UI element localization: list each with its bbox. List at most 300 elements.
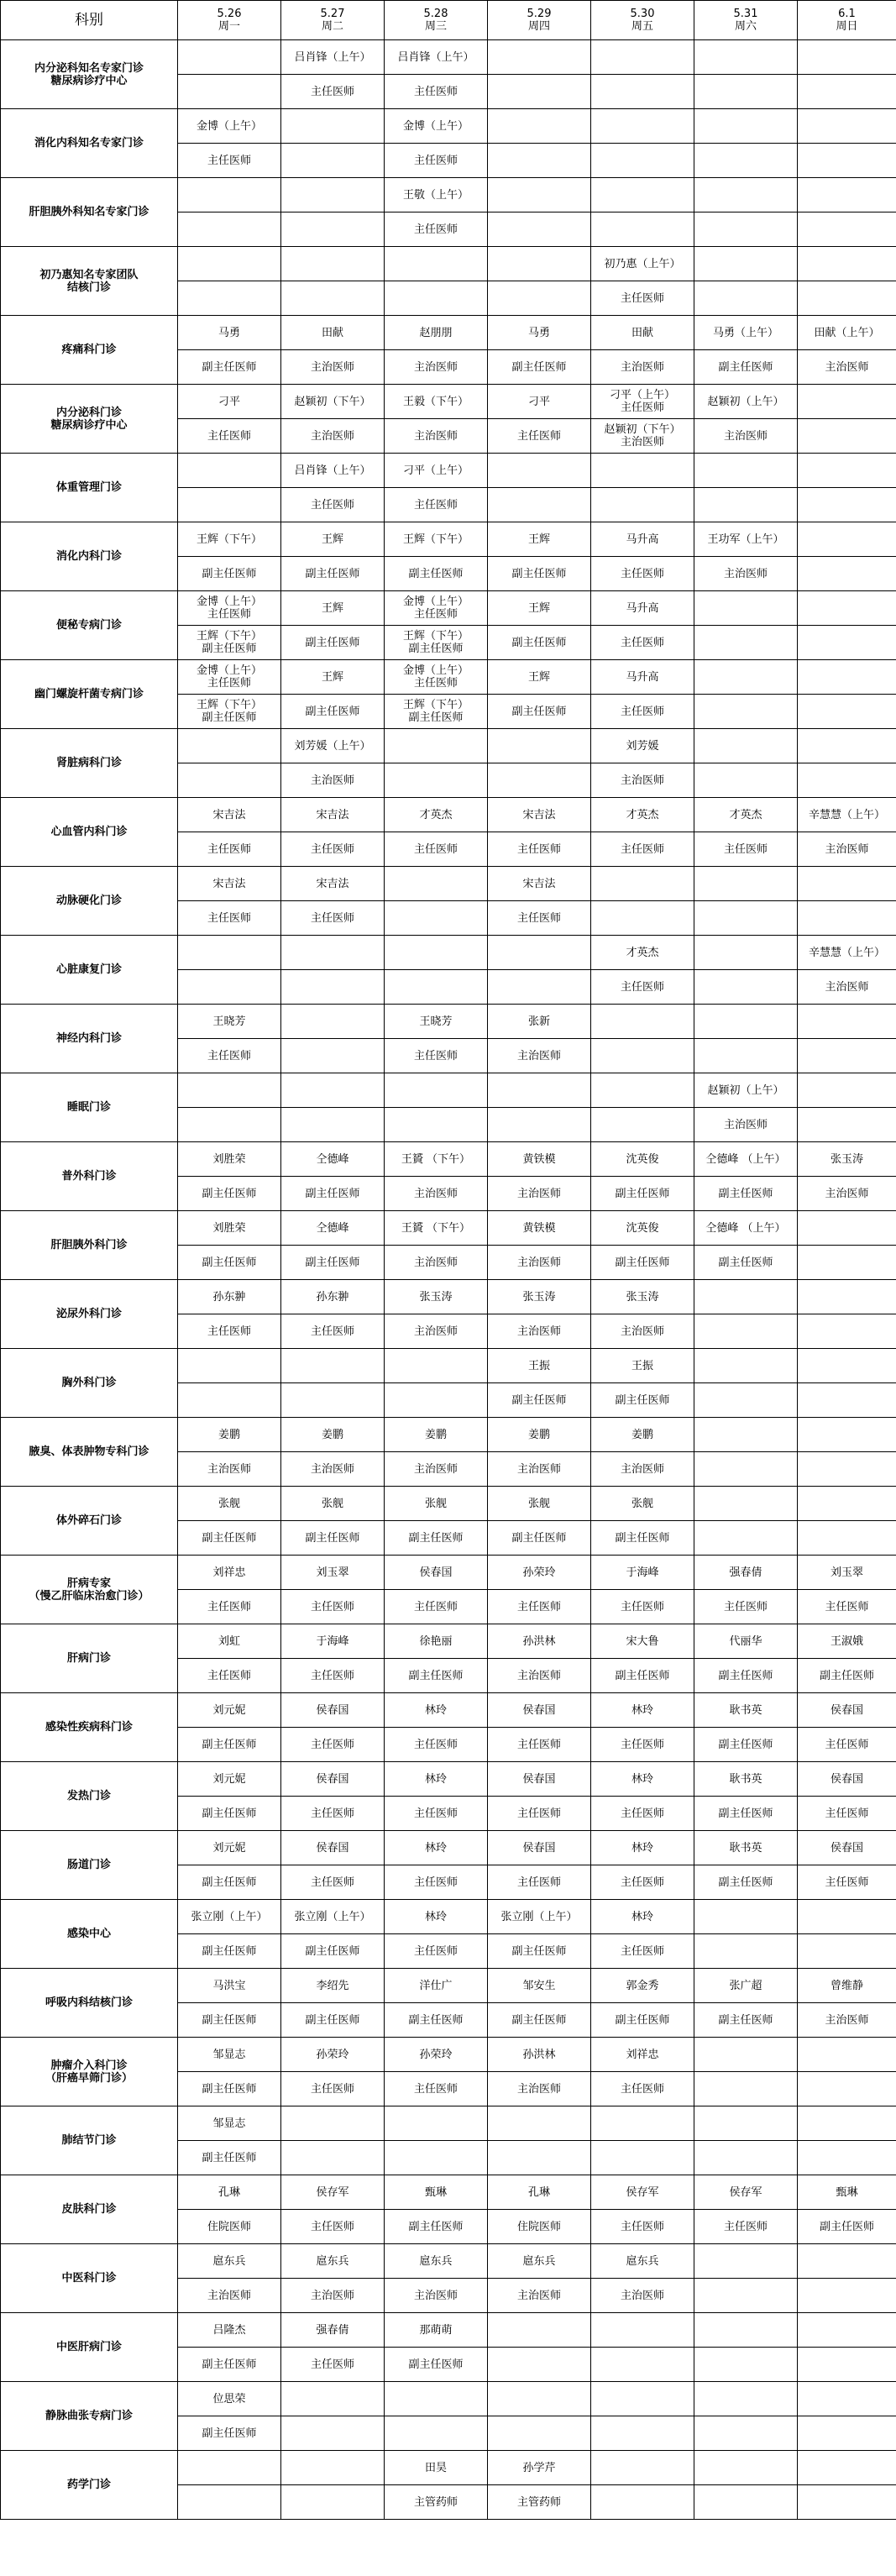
dept-doctor-row xyxy=(1,1073,896,1108)
title-cell: 主治医师 xyxy=(385,419,488,454)
doctor-cell: 代丽华 xyxy=(694,1624,798,1659)
title-cell xyxy=(591,1108,694,1142)
doctor-cell: 马洪宝 xyxy=(178,1969,281,2003)
dept-doctor-row xyxy=(1,109,896,144)
title-cell xyxy=(178,75,281,109)
department-name: 消化内科门诊 xyxy=(1,522,178,591)
title-cell: 主任医师 xyxy=(178,1590,281,1624)
department-name: 胸外科门诊 xyxy=(1,1349,178,1418)
title-cell xyxy=(694,1314,798,1349)
title-cell: 主治医师 xyxy=(488,1314,591,1349)
dept-doctor-row xyxy=(1,2244,896,2279)
title-cell: 主任医师 xyxy=(694,2210,798,2244)
doctor-cell: 侯春国 xyxy=(488,1693,591,1728)
dept-doctor-row xyxy=(1,1693,896,1728)
doctor-cell: 耿书英 xyxy=(694,1831,798,1865)
title-cell: 副主任医师 xyxy=(178,1865,281,1900)
title-cell: 主任医师 xyxy=(178,1314,281,1349)
doctor-cell xyxy=(591,2382,694,2416)
department-name: 呼吸内科结核门诊 xyxy=(1,1969,178,2038)
department-name: 发热门诊 xyxy=(1,1762,178,1831)
dept-doctor-row xyxy=(1,660,896,695)
title-cell xyxy=(281,2416,385,2451)
doctor-cell: 赵颖初（下午） xyxy=(281,385,385,419)
doctor-cell: 宋吉法 xyxy=(281,867,385,901)
doctor-cell: 马勇（上午） xyxy=(694,316,798,350)
title-cell: 副主任医师 xyxy=(281,626,385,660)
title-cell xyxy=(488,488,591,522)
department-name: 内分泌科门诊 糖尿病诊疗中心 xyxy=(1,385,178,454)
title-cell: 副主任医师 xyxy=(178,1797,281,1831)
doctor-cell: 张立刚（上午） xyxy=(281,1900,385,1934)
doctor-cell xyxy=(281,178,385,212)
dept-doctor-row xyxy=(1,1418,896,1452)
doctor-cell xyxy=(591,454,694,488)
day-date: 5.26 xyxy=(217,8,242,20)
doctor-cell xyxy=(591,1005,694,1039)
title-cell xyxy=(281,1383,385,1418)
doctor-cell: 孙学芹 xyxy=(488,2451,591,2485)
department-name: 肝病门诊 xyxy=(1,1624,178,1693)
department-name: 便秘专病门诊 xyxy=(1,591,178,660)
doctor-cell: 孔琳 xyxy=(178,2175,281,2210)
doctor-cell xyxy=(281,109,385,144)
doctor-cell: 仝德峰 （上午） xyxy=(694,1211,798,1246)
title-cell: 主治医师 xyxy=(385,2279,488,2313)
department-name: 心脏康复门诊 xyxy=(1,936,178,1005)
doctor-cell xyxy=(798,2451,896,2485)
doctor-cell: 马勇 xyxy=(178,316,281,350)
title-cell: 主任医师 xyxy=(591,1865,694,1900)
doctor-cell xyxy=(488,1073,591,1108)
doctor-cell xyxy=(798,729,896,763)
title-cell: 主任医师 xyxy=(385,212,488,247)
doctor-cell xyxy=(591,1073,694,1108)
doctor-cell: 金博（上午） xyxy=(385,109,488,144)
doctor-cell xyxy=(385,1073,488,1108)
title-cell xyxy=(798,2348,896,2382)
doctor-cell: 王振 xyxy=(591,1349,694,1383)
doctor-cell xyxy=(694,40,798,75)
doctor-cell: 强春倩 xyxy=(694,1556,798,1590)
doctor-cell: 才英杰 xyxy=(591,936,694,970)
title-cell: 主任医师 xyxy=(385,2072,488,2106)
department-name: 肾脏病科门诊 xyxy=(1,729,178,798)
title-cell: 主任医师 xyxy=(281,1865,385,1900)
doctor-cell xyxy=(798,2038,896,2072)
day-date: 5.31 xyxy=(733,8,758,20)
department-name: 体重管理门诊 xyxy=(1,454,178,522)
title-cell xyxy=(694,2485,798,2520)
department-name: 初乃惠知名专家团队 结核门诊 xyxy=(1,247,178,316)
title-cell: 主治医师 xyxy=(281,419,385,454)
title-cell: 主治医师 xyxy=(798,2003,896,2038)
doctor-cell: 张立刚（上午） xyxy=(488,1900,591,1934)
title-cell: 主任医师 xyxy=(591,832,694,867)
title-cell xyxy=(385,763,488,798)
doctor-cell xyxy=(385,1349,488,1383)
doctor-cell xyxy=(488,936,591,970)
doctor-cell: 张舰 xyxy=(178,1487,281,1521)
doctor-cell: 马升高 xyxy=(591,591,694,626)
title-cell: 主管药师 xyxy=(385,2485,488,2520)
day-date: 6.1 xyxy=(838,8,856,20)
dept-doctor-row xyxy=(1,867,896,901)
doctor-cell xyxy=(798,660,896,695)
doctor-cell: 刁平（上午） 主任医师 xyxy=(591,385,694,419)
dept-doctor-row xyxy=(1,591,896,626)
doctor-cell: 张玉涛 xyxy=(385,1280,488,1314)
title-cell: 主治医师 xyxy=(281,2279,385,2313)
title-cell: 主治医师 xyxy=(385,1246,488,1280)
dept-doctor-row xyxy=(1,1624,896,1659)
title-cell xyxy=(798,1521,896,1556)
doctor-cell xyxy=(798,247,896,281)
title-cell: 副主任医师 xyxy=(694,2003,798,2038)
doctor-cell: 侯春国 xyxy=(281,1762,385,1797)
dept-doctor-row xyxy=(1,454,896,488)
title-cell: 副主任医师 xyxy=(488,350,591,385)
doctor-cell: 才英杰 xyxy=(385,798,488,832)
doctor-cell xyxy=(178,2451,281,2485)
doctor-cell: 侯存军 xyxy=(591,2175,694,2210)
doctor-cell xyxy=(798,1073,896,1108)
title-cell xyxy=(385,1108,488,1142)
doctor-cell xyxy=(694,247,798,281)
title-cell xyxy=(591,144,694,178)
doctor-cell: 郭金秀 xyxy=(591,1969,694,2003)
doctor-cell: 宋吉法 xyxy=(178,867,281,901)
doctor-cell xyxy=(694,2451,798,2485)
title-cell xyxy=(798,2279,896,2313)
doctor-cell xyxy=(694,591,798,626)
title-cell xyxy=(385,970,488,1005)
title-cell: 主任医师 xyxy=(178,901,281,936)
title-cell: 主治医师 xyxy=(385,1314,488,1349)
doctor-cell: 王晓芳 xyxy=(178,1005,281,1039)
title-cell: 主任医师 xyxy=(281,1590,385,1624)
title-cell xyxy=(798,212,896,247)
title-cell xyxy=(798,419,896,454)
doctor-cell xyxy=(798,178,896,212)
title-cell xyxy=(694,970,798,1005)
title-cell: 副主任医师 xyxy=(178,2348,281,2382)
title-cell: 副主任医师 xyxy=(178,1934,281,1969)
day-weekday: 周日 xyxy=(836,20,858,33)
title-cell: 副主任医师 xyxy=(385,1659,488,1693)
dept-doctor-row xyxy=(1,1280,896,1314)
doctor-cell xyxy=(488,40,591,75)
title-cell: 副主任医师 xyxy=(178,2003,281,2038)
doctor-cell: 才英杰 xyxy=(694,798,798,832)
department-name: 泌尿外科门诊 xyxy=(1,1280,178,1349)
doctor-cell: 甄琳 xyxy=(798,2175,896,2210)
doctor-cell xyxy=(798,454,896,488)
doctor-cell: 王贇 （下午） xyxy=(385,1211,488,1246)
title-cell: 主任医师 xyxy=(694,1590,798,1624)
title-cell xyxy=(694,1521,798,1556)
title-cell xyxy=(591,488,694,522)
doctor-cell: 林玲 xyxy=(385,1831,488,1865)
doctor-cell: 王辉 xyxy=(488,522,591,557)
title-cell: 主任医师 xyxy=(591,281,694,316)
doctor-cell xyxy=(694,1418,798,1452)
title-cell xyxy=(694,212,798,247)
doctor-cell: 林玲 xyxy=(591,1762,694,1797)
title-cell: 主治医师 xyxy=(488,2279,591,2313)
title-cell xyxy=(281,970,385,1005)
title-cell: 主治医师 xyxy=(591,2279,694,2313)
department-name: 静脉曲张专病门诊 xyxy=(1,2382,178,2451)
doctor-cell: 张玉涛 xyxy=(591,1280,694,1314)
department-name: 感染中心 xyxy=(1,1900,178,1969)
title-cell: 副主任医师 xyxy=(694,1659,798,1693)
title-cell xyxy=(694,75,798,109)
doctor-cell: 孙荣玲 xyxy=(281,2038,385,2072)
title-cell: 主任医师 xyxy=(385,1039,488,1073)
department-name: 中医科门诊 xyxy=(1,2244,178,2313)
title-cell: 副主任医师 xyxy=(178,1521,281,1556)
title-cell: 副主任医师 xyxy=(178,1728,281,1762)
doctor-cell: 姜鹏 xyxy=(281,1418,385,1452)
department-name: 肝胆胰外科门诊 xyxy=(1,1211,178,1280)
doctor-cell: 姜鹏 xyxy=(178,1418,281,1452)
doctor-cell: 张舰 xyxy=(591,1487,694,1521)
title-cell xyxy=(488,2416,591,2451)
title-cell xyxy=(694,1039,798,1073)
doctor-cell: 吕隆杰 xyxy=(178,2313,281,2348)
doctor-cell xyxy=(694,2106,798,2141)
doctor-cell: 辛慧慧（上午） xyxy=(798,798,896,832)
day-header xyxy=(798,1,896,40)
title-cell xyxy=(178,2485,281,2520)
doctor-cell: 王辉 xyxy=(281,660,385,695)
doctor-cell xyxy=(488,454,591,488)
doctor-cell xyxy=(798,867,896,901)
doctor-cell: 吕肖锋（上午） xyxy=(281,40,385,75)
department-name: 中医肝病门诊 xyxy=(1,2313,178,2382)
title-cell: 主任医师 xyxy=(385,75,488,109)
doctor-cell xyxy=(591,2313,694,2348)
doctor-cell: 林玲 xyxy=(591,1831,694,1865)
doctor-cell: 马升高 xyxy=(591,522,694,557)
doctor-cell: 姜鹏 xyxy=(385,1418,488,1452)
title-cell xyxy=(798,2141,896,2175)
dept-doctor-row xyxy=(1,2038,896,2072)
title-cell: 主任医师 xyxy=(281,1659,385,1693)
doctor-cell xyxy=(694,867,798,901)
title-cell xyxy=(798,1039,896,1073)
doctor-cell: 王功军（上午） xyxy=(694,522,798,557)
title-cell xyxy=(798,1108,896,1142)
dept-doctor-row xyxy=(1,385,896,419)
department-name: 药学门诊 xyxy=(1,2451,178,2520)
title-cell: 主任医师 xyxy=(591,1934,694,1969)
doctor-cell: 侯春国 xyxy=(385,1556,488,1590)
title-cell: 主任医师 xyxy=(178,144,281,178)
doctor-cell: 王敬（上午） xyxy=(385,178,488,212)
doctor-cell xyxy=(178,178,281,212)
title-cell xyxy=(591,901,694,936)
doctor-cell: 刘玉翠 xyxy=(281,1556,385,1590)
title-cell xyxy=(488,281,591,316)
doctor-cell xyxy=(798,522,896,557)
title-cell: 主任医师 xyxy=(385,1934,488,1969)
doctor-cell: 刁平 xyxy=(178,385,281,419)
day-date: 5.30 xyxy=(630,8,655,20)
title-cell xyxy=(178,212,281,247)
title-cell: 副主任医师 xyxy=(694,1177,798,1211)
doctor-cell xyxy=(178,247,281,281)
doctor-cell: 王晓芳 xyxy=(385,1005,488,1039)
doctor-cell: 孙东翀 xyxy=(281,1280,385,1314)
title-cell: 副主任医师 xyxy=(281,1177,385,1211)
doctor-cell: 黄铁模 xyxy=(488,1142,591,1177)
title-cell: 副主任医师 xyxy=(178,557,281,591)
dept-doctor-row xyxy=(1,1349,896,1383)
doctor-cell: 王辉（下午） xyxy=(385,522,488,557)
doctor-cell xyxy=(591,109,694,144)
day-header xyxy=(694,1,798,40)
day-weekday: 周四 xyxy=(527,20,550,33)
doctor-cell: 张新 xyxy=(488,1005,591,1039)
doctor-cell: 宋吉法 xyxy=(281,798,385,832)
doctor-cell: 孙荣玲 xyxy=(385,2038,488,2072)
title-cell: 副主任医师 xyxy=(591,1177,694,1211)
department-name: 内分泌科知名专家门诊 糖尿病诊疗中心 xyxy=(1,40,178,109)
title-cell xyxy=(281,2485,385,2520)
title-cell: 主任医师 xyxy=(281,1797,385,1831)
department-name: 消化内科知名专家门诊 xyxy=(1,109,178,178)
doctor-cell xyxy=(591,40,694,75)
doctor-cell xyxy=(798,40,896,75)
title-cell: 主任医师 xyxy=(281,1314,385,1349)
doctor-cell xyxy=(385,936,488,970)
doctor-cell: 吕肖锋（上午） xyxy=(385,40,488,75)
doctor-cell: 孙东翀 xyxy=(178,1280,281,1314)
doctor-cell: 刘祥忠 xyxy=(178,1556,281,1590)
dept-doctor-row xyxy=(1,1487,896,1521)
title-cell: 主治医师 xyxy=(591,1314,694,1349)
dept-doctor-row xyxy=(1,1005,896,1039)
doctor-cell xyxy=(798,1005,896,1039)
doctor-cell: 赵颖初（上午） xyxy=(694,385,798,419)
doctor-cell xyxy=(694,936,798,970)
title-cell: 主任医师 xyxy=(591,557,694,591)
doctor-cell: 刘芳媛 xyxy=(591,729,694,763)
title-cell xyxy=(591,2416,694,2451)
doctor-cell: 扈东兵 xyxy=(281,2244,385,2279)
title-cell: 主任医师 xyxy=(385,488,488,522)
dept-doctor-row xyxy=(1,2451,896,2485)
title-cell: 主治医师 xyxy=(178,2279,281,2313)
department-name: 幽门螺旋杆菌专病门诊 xyxy=(1,660,178,729)
doctor-cell xyxy=(694,2038,798,2072)
doctor-cell: 邹显志 xyxy=(178,2106,281,2141)
title-cell: 副主任医师 xyxy=(178,350,281,385)
doctor-cell: 刁平（上午） xyxy=(385,454,488,488)
doctor-cell: 邹显志 xyxy=(178,2038,281,2072)
title-cell: 副主任医师 xyxy=(281,695,385,729)
title-cell: 副主任医师 xyxy=(281,557,385,591)
doctor-cell xyxy=(591,2451,694,2485)
doctor-cell: 扈东兵 xyxy=(385,2244,488,2279)
department-name: 疼痛科门诊 xyxy=(1,316,178,385)
doctor-cell: 田昊 xyxy=(385,2451,488,2485)
doctor-cell: 张舰 xyxy=(488,1487,591,1521)
doctor-cell xyxy=(385,247,488,281)
title-cell: 主任医师 xyxy=(385,1865,488,1900)
doctor-cell: 林玲 xyxy=(591,1693,694,1728)
doctor-cell xyxy=(694,1280,798,1314)
doctor-cell: 姜鹏 xyxy=(488,1418,591,1452)
doctor-cell xyxy=(798,591,896,626)
title-cell: 主治医师 xyxy=(798,832,896,867)
title-cell: 主治医师 xyxy=(281,350,385,385)
doctor-cell xyxy=(694,1487,798,1521)
doctor-cell: 金博（上午） 主任医师 xyxy=(178,591,281,626)
doctor-cell: 金博（上午） 主任医师 xyxy=(385,660,488,695)
day-header xyxy=(385,1,488,40)
day-date: 5.29 xyxy=(527,8,552,20)
doctor-cell xyxy=(694,178,798,212)
title-cell xyxy=(281,2141,385,2175)
dept-doctor-row xyxy=(1,2382,896,2416)
title-cell: 王辉（下午） 副主任医师 xyxy=(178,626,281,660)
doctor-cell xyxy=(591,2106,694,2141)
department-name: 睡眠门诊 xyxy=(1,1073,178,1142)
day-header xyxy=(178,1,281,40)
title-cell: 主任医师 xyxy=(798,1590,896,1624)
title-cell: 副主任医师 xyxy=(281,1246,385,1280)
doctor-cell xyxy=(178,40,281,75)
title-cell xyxy=(281,212,385,247)
title-cell: 主任医师 xyxy=(798,1797,896,1831)
doctor-cell: 耿书英 xyxy=(694,1693,798,1728)
title-cell: 主任医师 xyxy=(591,970,694,1005)
title-cell: 主治医师 xyxy=(488,2072,591,2106)
title-cell xyxy=(694,2141,798,2175)
header-row xyxy=(1,1,896,40)
title-cell xyxy=(385,2416,488,2451)
title-cell: 副主任医师 xyxy=(281,2003,385,2038)
title-cell xyxy=(694,2348,798,2382)
title-cell: 主治医师 xyxy=(281,1452,385,1487)
title-cell xyxy=(178,488,281,522)
doctor-cell: 金博（上午） 主任医师 xyxy=(178,660,281,695)
doctor-cell: 孙洪林 xyxy=(488,1624,591,1659)
title-cell: 主任医师 xyxy=(385,832,488,867)
title-cell: 副主任医师 xyxy=(591,1659,694,1693)
doctor-cell: 刘元妮 xyxy=(178,1693,281,1728)
title-cell xyxy=(591,2141,694,2175)
doctor-cell: 侯存军 xyxy=(694,2175,798,2210)
department-name: 肝病专家 （慢乙肝临床治愈门诊） xyxy=(1,1556,178,1624)
doctor-cell xyxy=(488,2313,591,2348)
department-name: 肝胆胰外科知名专家门诊 xyxy=(1,178,178,247)
title-cell: 主治医师 xyxy=(798,350,896,385)
doctor-cell xyxy=(798,1280,896,1314)
dept-doctor-row xyxy=(1,2106,896,2141)
dept-doctor-row xyxy=(1,1211,896,1246)
doctor-cell: 沈英俊 xyxy=(591,1142,694,1177)
title-cell: 副主任医师 xyxy=(488,2003,591,2038)
title-cell: 副主任医师 xyxy=(385,2348,488,2382)
title-cell xyxy=(798,1246,896,1280)
doctor-cell xyxy=(591,867,694,901)
title-cell: 主任医师 xyxy=(488,1728,591,1762)
dept-doctor-row xyxy=(1,1142,896,1177)
